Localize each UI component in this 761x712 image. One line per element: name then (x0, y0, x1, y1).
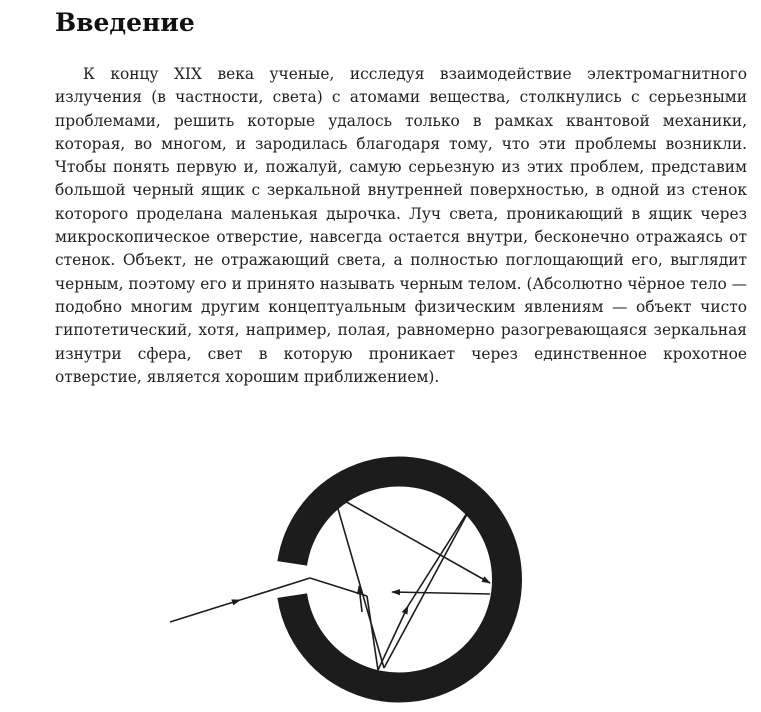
reflected-ray-6 (334, 495, 384, 668)
black-body-diagram (160, 438, 540, 708)
black-body-figure (160, 438, 540, 708)
reflected-ray-2 (367, 596, 378, 670)
reflected-ray-5 (384, 505, 472, 668)
body-paragraph: К концу XIX века ученые, исследуя взаимодействие электромагнитного излучения (в частности, света) с атомами вещества, столкнулись с серьезными проблемами, решить которые удалось только в рамках квантовой механики, которая, во многом, и зародилась благодаря тому, что эти проблемы возникли. Чтобы понять первую и, пожалуй, самую серьезную из этих проблем, представим большой черный ящик с зеркальной внутренней поверхностью, в одной из стенок которого проделана маленькая дырочка. Луч света, проникающий в ящик через микроскопическое отверстие, навсегда остается внутри, бесконечно отражаясь от стенок. Объект, не отражающий света, а полностью поглощающий его, выглядит черным, поэтому его и принято называть черным телом. (Абсолютно чёрное тело — подобно многим другим концептуальным физическим явлениям — объект чисто гипотетический, хотя, например, полая, равномерно разогревающаяся зеркальная изнутри сфера, свет в которую проникает через единственное крохотное отверстие, является хорошим приближением). (55, 65, 747, 386)
section-title: Введение (55, 8, 195, 37)
cavity-wall-ring (292, 472, 507, 688)
incoming-ray (170, 600, 240, 622)
reflected-ray-8 (392, 592, 490, 594)
